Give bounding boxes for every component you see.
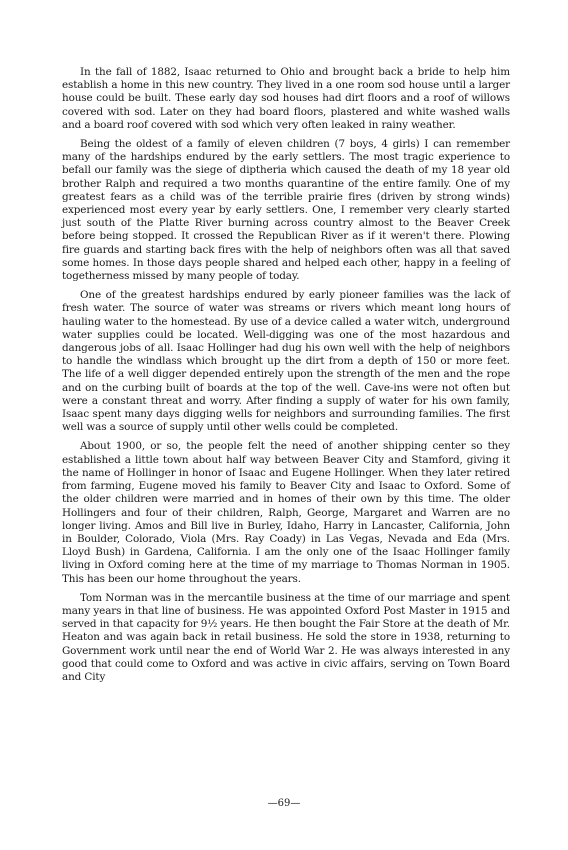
paragraph-4: About 1900, or so, the people felt the need of another shipping center so they established a little town about half way between Beaver City and Stamford, giving it the name of Hollinger in honor of Isaac and Eugene Hollinger. When they later retired from farming, Eugene moved his family to Beaver City and Isaac to Oxford. Some of the older children were married and in homes of their own by this time. The older Hollingers and four of their children, Ralph, George, Margaret and Warren are no longer living. Amos and Bill live in Burley, Idaho, Harry in Lancaster, California, John in Boulder, Colorado, Viola (Mrs. Ray Coady) in Las Vegas, Nevada and Eda (Mrs. Lloyd Bush) in Gardena, California. I am the only one of the Isaac Hollinger family living in Oxford coming here at the time of my marriage to Thomas Norman in 1905. This has been our home throughout the years. [62, 440, 510, 585]
page-number: —69— [267, 798, 301, 809]
paragraph-2: Being the oldest of a family of eleven children (7 boys, 4 girls) I can remember many of the hardships endured by the early settlers. The most tragic experience to befall our family was the siege of diptheria which caused the death of my 18 year old brother Ralph and required a two months quarantine of the entire family. One of my greatest fears as a child was of the terrible prairie fires (driven by strong winds) experienced most every year by early settlers. One, I remember very clearly started just south of the Platte River burning across country almost to the Beaver Creek before being stopped. It crossed the Republican River as if it weren't there. Plowing fire guards and starting back fires with the help of neighbors often was all that saved some homes. In those days people shared and helped each other, happy in a feeling of togetherness missed by many people of today. [62, 138, 510, 283]
page-body [62, 66, 510, 690]
paragraph-3: One of the greatest hardships endured by early pioneer families was the lack of fresh water. The source of water was streams or rivers which meant long hours of hauling water to the homestead. By use of a device called a water witch, underground water supplies could be located. Well-digging was one of the most hazardous and dangerous jobs of all. Isaac Hollinger had dug his own well with the help of neighbors to handle the windlass which brought up the dirt from a depth of 150 or more feet. The life of a well digger depended entirely upon the strength of the men and the rope and on the curbing built of boards at the top of the well. Cave-ins were not often but were a constant threat and worry. After finding a supply of water for his own family, Isaac spent many days digging wells for neighbors and surrounding families. The first well was a source of supply until other wells could be completed. [62, 289, 510, 434]
paragraph-5: Tom Norman was in the mercantile business at the time of our marriage and spent many years in that line of business. He was appointed Oxford Post Master in 1915 and served in that capacity for 9½ years. He then bought the Fair Store at the death of Mr. Heaton and was again back in retail business. He sold the store in 1938, returning to Government work until near the end of World War 2. He was always interested in any good that could come to Oxford and was active in civic affairs, serving on Town Board and City [62, 591, 510, 683]
paragraph-1: In the fall of 1882, Isaac returned to Ohio and brought back a bride to help him establish a home in this new country. They lived in a one room sod house until a larger house could be built. These early day sod houses had dirt floors and a roof of willows covered with sod. Later on they had board floors, plastered and white washed walls and a board roof covered with sod which very often leaked in rainy weather. [62, 66, 510, 131]
